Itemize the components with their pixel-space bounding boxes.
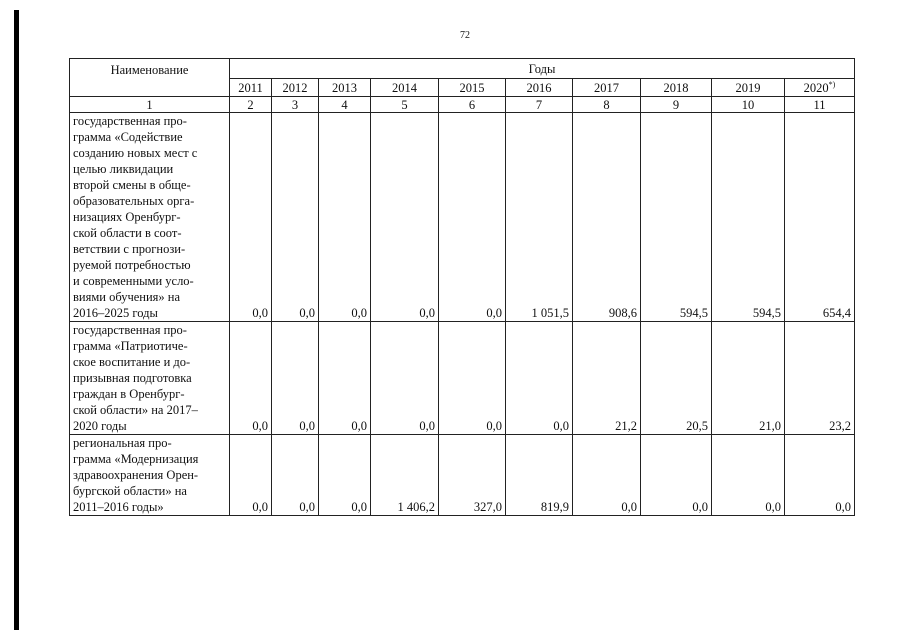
value-cell: 0,0 [319, 113, 371, 322]
value-cell: 0,0 [785, 435, 855, 516]
column-number: 7 [506, 97, 573, 113]
program-name-line: созданию новых мест с [73, 146, 198, 160]
header-year [506, 79, 573, 97]
program-name-line: 2016–2025 годы [73, 306, 158, 320]
value-cell: 594,5 [641, 113, 712, 322]
program-name-line: грамма «Патриотиче- [73, 339, 188, 353]
value-cell: 1 051,5 [506, 113, 573, 322]
value-cell: 0,0 [439, 113, 506, 322]
header-year [439, 79, 506, 97]
header-year [371, 79, 439, 97]
header-year [573, 79, 641, 97]
header-year-label: 2012 [282, 80, 308, 95]
program-name-cell [70, 322, 230, 435]
value-cell: 0,0 [230, 435, 272, 516]
value-cell: 0,0 [272, 435, 319, 516]
program-name-line: бургской области» на [73, 484, 187, 498]
budget-table [69, 58, 855, 516]
program-name-cell [70, 435, 230, 516]
header-year [272, 79, 319, 97]
value-cell: 0,0 [641, 435, 712, 516]
value-cell: 0,0 [573, 435, 641, 516]
value-cell: 819,9 [506, 435, 573, 516]
program-name-line: целью ликвидации [73, 162, 174, 176]
program-name-line: виями обучения» на [73, 290, 181, 304]
value-cell: 21,2 [573, 322, 641, 435]
header-year-label: 2020 [803, 80, 829, 95]
header-name: Наименование [70, 59, 230, 97]
value-cell: 0,0 [506, 322, 573, 435]
column-number: 3 [272, 97, 319, 113]
table-row [70, 322, 855, 435]
column-number: 11 [785, 97, 855, 113]
column-number: 10 [712, 97, 785, 113]
column-number: 4 [319, 97, 371, 113]
column-number: 5 [371, 97, 439, 113]
header-year-label: 2014 [392, 80, 417, 95]
program-name-line: призывная подготовка [73, 371, 192, 385]
program-name-line: государственная про- [73, 114, 187, 128]
program-name-line: ветствии с прогнози- [73, 242, 186, 256]
program-name-line: здравоохранения Орен- [73, 468, 199, 482]
header-years: Годы [230, 59, 855, 79]
value-cell: 908,6 [573, 113, 641, 322]
header-column-number-row [70, 97, 855, 113]
table-row [70, 435, 855, 516]
value-cell: 654,4 [785, 113, 855, 322]
program-name-line: и современными усло- [73, 274, 194, 288]
header-year [319, 79, 371, 97]
table-body [70, 113, 855, 516]
header-year-label: 2016 [526, 80, 552, 95]
value-cell: 0,0 [319, 435, 371, 516]
header-year-label: 2017 [594, 80, 619, 95]
value-cell: 0,0 [439, 322, 506, 435]
value-cell: 20,5 [641, 322, 712, 435]
column-number: 1 [70, 97, 230, 113]
scan-edge-bar [14, 10, 19, 630]
header-year [230, 79, 272, 97]
program-name-line: руемой потребностью [73, 258, 191, 272]
value-cell: 21,0 [712, 322, 785, 435]
program-name-line: ской области» на 2017– [73, 403, 198, 417]
footnote-mark: *) [828, 79, 836, 89]
program-name-line: грамма «Модернизация [73, 452, 199, 466]
program-name-line: ское воспитание и до- [73, 355, 191, 369]
header-year-label: 2013 [332, 80, 357, 95]
value-cell: 1 406,2 [371, 435, 439, 516]
program-name-line: низациях Оренбург- [73, 210, 181, 224]
table-row [70, 113, 855, 322]
value-cell: 327,0 [439, 435, 506, 516]
header-year [641, 79, 712, 97]
value-cell: 0,0 [272, 113, 319, 322]
header-year-label: 2011 [238, 80, 263, 95]
column-number: 2 [230, 97, 272, 113]
value-cell: 0,0 [319, 322, 371, 435]
page-number: 72 [460, 30, 470, 41]
header-year [712, 79, 785, 97]
program-name-line: второй смены в обще- [73, 178, 191, 192]
program-name-line: ской области в соот- [73, 226, 182, 240]
header-year-label: 2018 [663, 80, 689, 95]
column-number: 8 [573, 97, 641, 113]
value-cell: 0,0 [230, 322, 272, 435]
program-name-line: граждан в Оренбург- [73, 387, 185, 401]
value-cell: 594,5 [712, 113, 785, 322]
program-name-line: 2011–2016 годы» [73, 500, 164, 514]
value-cell: 23,2 [785, 322, 855, 435]
program-name-line: 2020 годы [73, 419, 127, 433]
program-name-line: государственная про- [73, 323, 187, 337]
program-name-line: региональная про- [73, 436, 172, 450]
value-cell: 0,0 [230, 113, 272, 322]
value-cell: 0,0 [272, 322, 319, 435]
value-cell: 0,0 [371, 113, 439, 322]
value-cell: 0,0 [371, 322, 439, 435]
program-name-cell [70, 113, 230, 322]
header-year-label: 2019 [735, 80, 761, 95]
header-year-label: 2015 [459, 80, 485, 95]
value-cell: 0,0 [712, 435, 785, 516]
column-number: 6 [439, 97, 506, 113]
column-number: 9 [641, 97, 712, 113]
program-name-line: образовательных орга- [73, 194, 195, 208]
header-year [785, 79, 855, 97]
program-name-line: грамма «Содействие [73, 130, 183, 144]
